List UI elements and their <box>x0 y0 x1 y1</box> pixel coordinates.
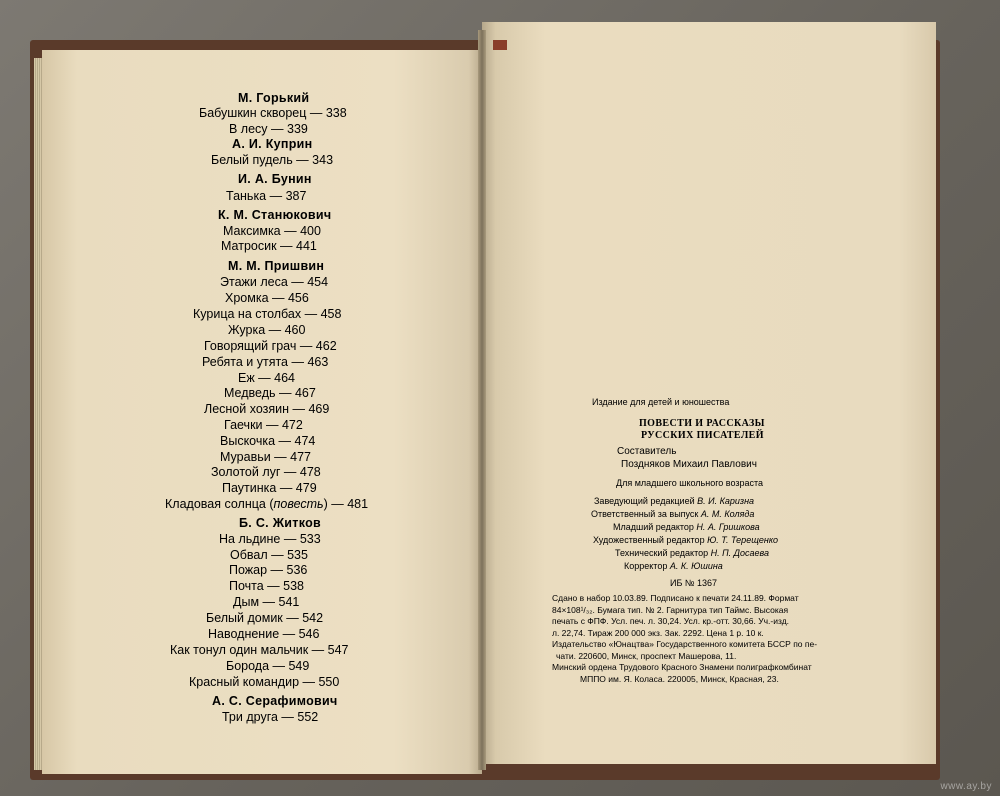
editor-role: Технический редактор <box>615 548 711 558</box>
toc-entry: Кладовая солнца (повесть) — 481 <box>165 497 369 511</box>
colophon-line: л. 22,74. Тираж 200 000 экз. Зак. 2292. Цена 1 р. 10 к. <box>552 627 764 638</box>
toc-entry: На льдине — 533 <box>219 532 321 546</box>
toc-entry: Как тонул один мальчик — 547 <box>170 643 349 657</box>
toc-entry: Золотой луг — 478 <box>211 465 321 479</box>
toc-entry: Танька — 387 <box>226 189 307 203</box>
editor-credit <box>615 548 769 559</box>
toc-entry: Гаечки — 472 <box>224 418 303 432</box>
editor-name: Н. А. Гришкова <box>696 522 760 532</box>
toc-entry: Дым — 541 <box>233 595 300 609</box>
book-title-line-1: ПОВЕСТИ И РАССКАЗЫ <box>639 418 765 429</box>
colophon-line: печать с ФПФ. Усл. печ. л. 30,24. Усл. кр.-отт. 30,66. Уч.-изд. <box>552 616 790 626</box>
colophon-line: чати. 220600, Минск, проспект Машерова, 11. <box>556 650 737 661</box>
toc-entry: Журка — 460 <box>228 323 306 337</box>
toc-entry: Ребята и утята — 463 <box>202 355 329 369</box>
compiler-name: Поздняков Михаил Павлович <box>621 459 757 470</box>
colophon-line: Сдано в набор 10.03.89. Подписано к печати 24.11.89. Формат <box>552 593 799 603</box>
toc-entry: Максимка — 400 <box>223 224 321 238</box>
age-label: Для младшего школьного возраста <box>616 478 764 488</box>
colophon-line: МППО им. Я. Коласа. 220005, Минск, Красная, 23. <box>580 673 779 684</box>
toc-entry: Паутинка — 479 <box>222 481 317 495</box>
toc-entry: Муравьи — 477 <box>220 450 312 464</box>
toc-entry: Почта — 538 <box>229 579 305 593</box>
editor-credit <box>594 496 754 507</box>
toc-entry: Лесной хозяин — 469 <box>204 402 330 416</box>
colophon-line: Минский ордена Трудового Красного Знамени полиграфкомбинат <box>552 662 812 672</box>
toc-entry: Обвал — 535 <box>230 548 308 562</box>
toc-author: М. Горький <box>238 91 310 105</box>
toc-author: А. И. Куприн <box>232 137 313 151</box>
editor-name: А. М. Коляда <box>700 509 755 519</box>
toc-entry: Говорящий грач — 462 <box>204 339 337 353</box>
editor-name: Н. П. Досаева <box>710 548 770 558</box>
editor-credit <box>591 509 754 520</box>
colophon-line: 84×108¹/₃₂. Бумага тип. № 2. Гарнитура тип Таймс. Высокая <box>552 604 789 615</box>
editor-name: А. К. Юшина <box>669 561 723 571</box>
editor-role: Заведующий редакцией <box>594 496 698 506</box>
editor-role: Младший редактор <box>613 522 697 532</box>
compiler-label: Составитель <box>617 446 677 457</box>
toc-entry: Пожар — 536 <box>229 563 308 577</box>
editor-role: Корректор <box>624 561 670 571</box>
book-title-line-2: РУССКИХ ПИСАТЕЛЕЙ <box>641 430 764 441</box>
toc-author: А. С. Серафимович <box>212 694 338 708</box>
editor-name: В. И. Каризна <box>697 496 755 506</box>
editor-role: Ответственный за выпуск <box>591 509 701 519</box>
toc-entry: Красный командир — 550 <box>189 675 340 689</box>
editor-credit <box>613 522 760 533</box>
toc-author: М. М. Пришвин <box>228 259 325 273</box>
ib-number: ИБ № 1367 <box>670 578 718 588</box>
toc-entry: Наводнение — 546 <box>208 627 320 641</box>
colophon-line: Издательство «Юнацтва» Государственного комитета БССР по пе- <box>552 639 818 649</box>
watermark: www.ay.by <box>940 781 992 792</box>
editor-credit <box>624 561 723 572</box>
toc-entry: Три друга — 552 <box>222 710 319 724</box>
toc-entry: Борода — 549 <box>226 659 310 673</box>
editor-credit <box>593 535 778 546</box>
toc-entry: Белый домик — 542 <box>206 611 324 625</box>
toc-entry: Выскочка — 474 <box>220 434 316 448</box>
editor-role: Художественный редактор <box>593 535 708 545</box>
toc-author: К. М. Станюкович <box>218 208 332 222</box>
editor-name: Ю. Т. Терещенко <box>707 535 779 545</box>
toc-entry: Бабушкин скворец — 338 <box>199 106 347 120</box>
audience-label: Издание для детей и юношества <box>592 397 730 407</box>
toc-entry: Белый пудель — 343 <box>211 153 334 167</box>
imprint-page <box>482 0 936 796</box>
toc-entry: В лесу — 339 <box>229 122 308 136</box>
toc-entry: Хромка — 456 <box>225 291 309 305</box>
toc-author: Б. С. Житков <box>239 516 322 530</box>
toc-entry: Матросик — 441 <box>221 239 317 253</box>
colophon <box>552 593 874 685</box>
toc-entry: Курица на столбах — 458 <box>193 307 342 321</box>
toc-author: И. А. Бунин <box>238 172 312 186</box>
toc-entry: Медведь — 467 <box>224 386 316 400</box>
toc-entry: Этажи леса — 454 <box>220 275 329 289</box>
toc-entry: Еж — 464 <box>238 371 296 385</box>
